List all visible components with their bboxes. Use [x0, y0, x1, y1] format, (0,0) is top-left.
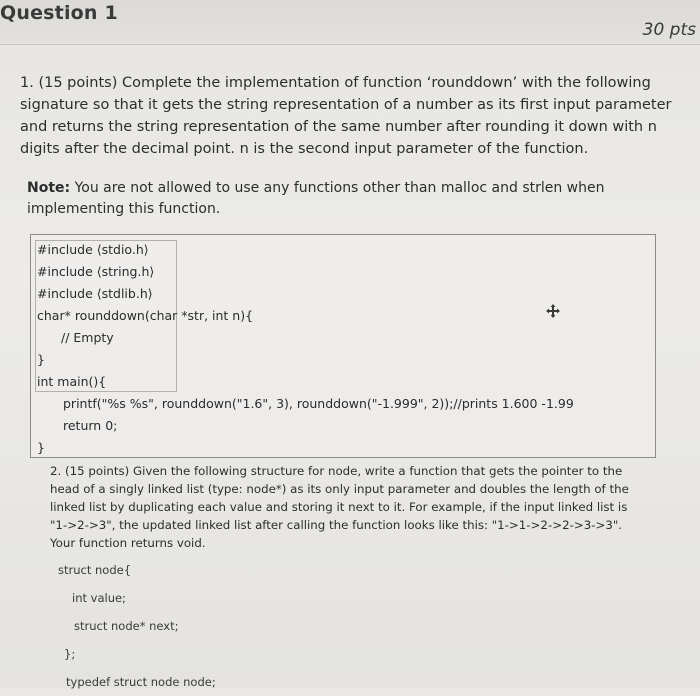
struct-line: int value;	[72, 591, 126, 605]
code-line: }	[37, 352, 45, 367]
code-block	[37, 239, 574, 459]
code-line: printf("%s %s", rounddown("1.6", 3), rounddown("-1.999", 2));//prints 1.600 -1.99	[63, 396, 574, 411]
struct-line: struct node{	[58, 563, 132, 577]
code-line: return 0;	[63, 418, 118, 433]
struct-line: struct node* next;	[74, 619, 179, 633]
code-line: #include ⟨stdio.h⟩	[37, 242, 149, 257]
struct-line: };	[64, 647, 76, 661]
code-line: #include ⟨string.h⟩	[37, 264, 155, 279]
question-1-text: 1. (15 points) Complete the implementation of function ‘rounddown’ with the following signature so that it gets the string representation of a number as its first input parameter and returns the string representation of the same number after rounding it down with n digits after the decimal point. n is the second input parameter of the function.	[20, 75, 672, 157]
code-line: // Empty	[61, 330, 114, 345]
question-points: 30 pts	[642, 20, 696, 40]
struct-line: typedef struct node node;	[66, 675, 216, 689]
question-header	[0, 0, 700, 45]
question-content	[0, 44, 700, 688]
move-icon[interactable]	[545, 303, 561, 319]
note-text: You are not allowed to use any functions other than malloc and strlen when implementing this function.	[27, 180, 605, 217]
code-line: #include ⟨stdlib.h⟩	[37, 286, 153, 301]
question-2-text: 2. (15 points) Given the following structure for node, write a function that gets the pointer to the head of a singly linked list (type: node*) as its only input parameter and doubles the length of the linked list by duplicating each value and storing it next to it. For example, if the input linked list is "1->2->3", the updated linked list after calling the function looks like this: "1->1->2->2->3->3". Your function returns void.	[50, 464, 629, 550]
struct-definition	[58, 556, 216, 696]
question-title: Question 1	[0, 2, 118, 24]
answer-code-box[interactable]	[30, 234, 656, 458]
note-label: Note:	[27, 180, 71, 196]
code-line: int main(){	[37, 374, 107, 389]
note	[27, 178, 677, 220]
code-line: char* rounddown(char *str, int n){	[37, 308, 254, 323]
code-line: }	[37, 440, 45, 455]
